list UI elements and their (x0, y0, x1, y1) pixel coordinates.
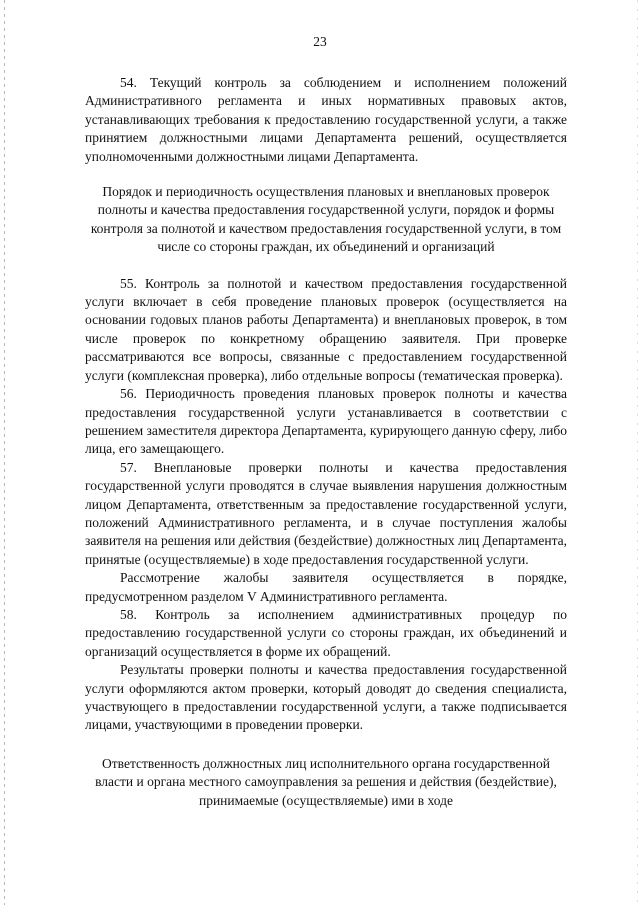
paragraph-54: 54. Текущий контроль за соблюдением и исполнением положений Административного регламента и иных нормативных правовых актов, устанавливающих требования к предоставлению государственной услуги, а также принятием должностными лицами Департамента решений, осуществляется уполномоченными должностными лицами Департамента. (85, 75, 567, 164)
page-number: 23 (313, 34, 327, 49)
section-heading-inspections: Порядок и периодичность осуществления плановых и внеплановых проверок полноты и качества предоставления государственной услуги, порядок и формы контроля за полнотой и качеством предоставления государственной услуги, в том числе со стороны граждан, их объединений и организаций (90, 184, 562, 255)
section-heading-responsibility: Ответственность должностных лиц исполнительного органа государственной власти и органа местного самоуправления за решения и действия (бездействие), принимаемые (осуществляемые) ими в ходе (95, 755, 557, 808)
spacer (85, 735, 567, 755)
spacer (85, 166, 567, 183)
paragraph-57: 57. Внеплановые проверки полноты и качества предоставления государственной услуги проводятся в случае выявления нарушения должностным лицом Департамента, ответственным за предоставление государственной услуги, положений Административного регламента, и в случае поступления жалобы заявителя на решения или действия (бездействие) должностных лиц Департамента, принятые (осуществляемые) в ходе предоставления государственной услуги. (85, 459, 567, 567)
paragraph-57-complaint: Рассмотрение жалобы заявителя осуществляется в порядке, предусмотренном разделом V Административного регламента. (85, 570, 567, 604)
spacer (85, 257, 567, 275)
paragraph-58-results: Результаты проверки полноты и качества предоставления государственной услуги оформляются актом проверки, который доводят до сведения специалиста, участвующего в предоставлении государственной услуги, а также подписывается лицами, участвующими в проведении проверки. (85, 662, 567, 733)
scan-left-edge (4, 0, 5, 905)
document-body (85, 74, 567, 810)
paragraph-56: 56. Периодичность проведения плановых проверок полноты и качества предоставления государственной услуги устанавливается в соответствии с решением заместителя директора Департамента, курирующего данную сферу, либо лица, его замещающего. (85, 386, 567, 457)
scan-right-edge (637, 0, 638, 905)
paragraph-55: 55. Контроль за полнотой и качеством предоставления государственной услуги включает в себя проведение плановых проверок (осуществляется на основании годовых планов работы Департамента) и внеплановых проверок, в том числе проверок по конкретному обращению заявителя. При проверке рассматриваются все вопросы, связанные с предоставлением государственной услуги (комплексная проверка), либо отдельные вопросы (тематическая проверка). (85, 275, 567, 383)
paragraph-58: 58. Контроль за исполнением административных процедур по предоставлению государственной услуги со стороны граждан, их объединений и организаций осуществляется в форме их обращений. (85, 606, 567, 659)
